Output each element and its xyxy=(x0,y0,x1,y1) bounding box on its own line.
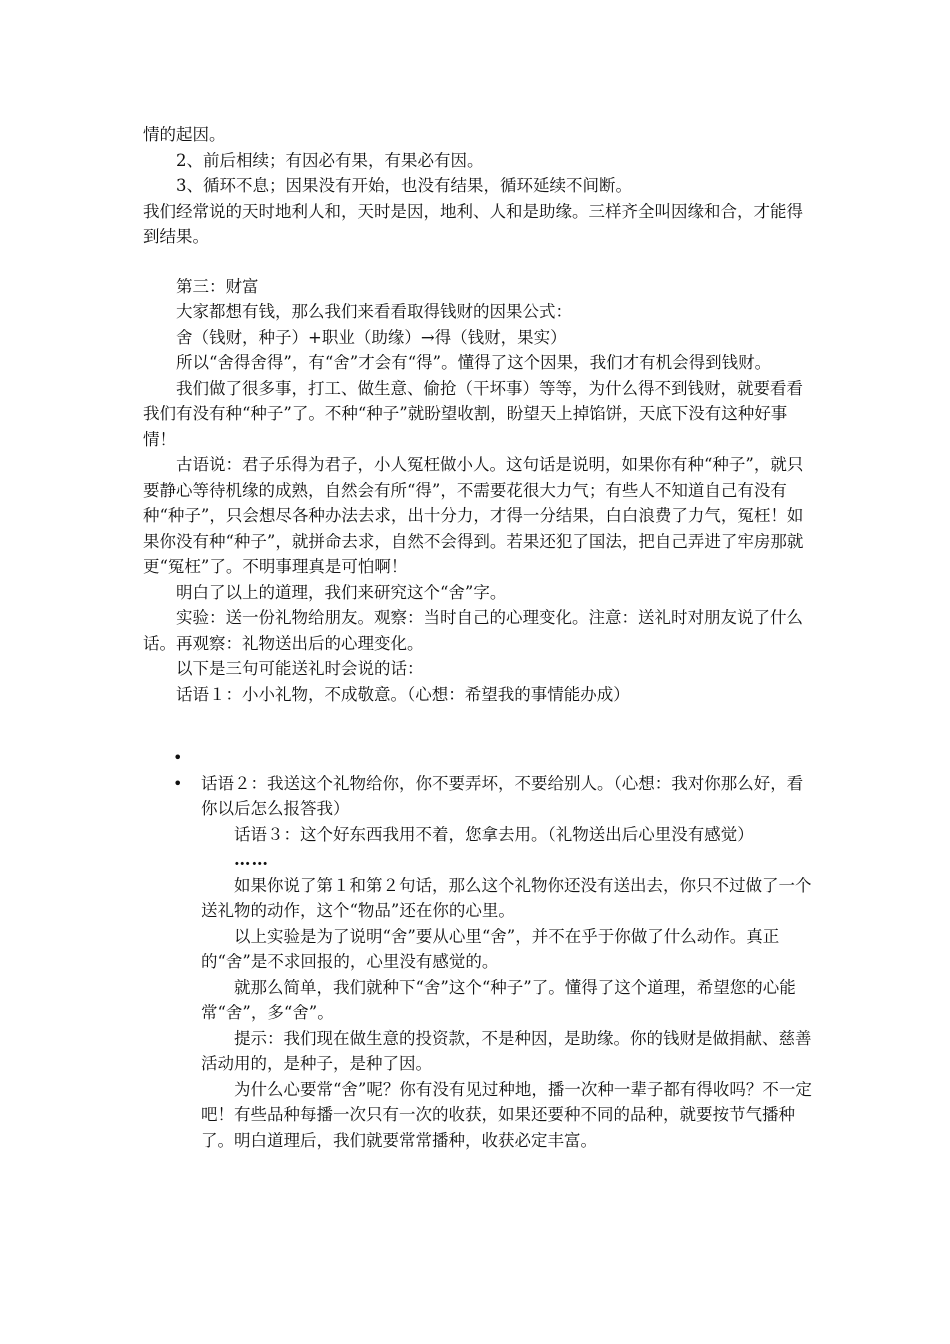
paragraph-three-phrases: 以下是三句可能送礼时会说的话： xyxy=(176,659,424,678)
paragraph-give-get: 所以“舍得舍得”，有“舍”才会有“得”。懂得了这个因果，我们才有机会得到钱财。 xyxy=(176,353,772,372)
paragraph-heaven-earth: 我们经常说的天时地利人和，天时是因，地利、人和是助缘。三样齐全叫因缘和合，才能得到结果。 xyxy=(143,201,803,246)
section-title: 第三：财富 xyxy=(176,276,259,296)
paragraph-continuity: 2、前后相续；有因必有果，有果必有因。 xyxy=(176,150,484,170)
paragraph-give-from-heart: 以上实验是为了说明“舍”要从心里“舍”，并不在乎于你做了什么动作。真正的“舍”是不求回报的，心里没有感觉的。 xyxy=(201,926,780,971)
paragraph-formula-intro: 大家都想有钱，那么我们来看看取得钱财的因果公式： xyxy=(176,302,572,321)
bullet-list xyxy=(143,745,813,1153)
paragraph-formula: 舍（钱财，种子）+职业（助缘）→得（钱财，果实） xyxy=(176,327,567,347)
paragraph-study-give: 明白了以上的道理，我们来研究这个“舍”字。 xyxy=(176,582,507,602)
list-item-phrases xyxy=(143,771,813,1154)
list-item-body-empty xyxy=(201,745,813,771)
paragraph-phrase-two: 话语２：我送这个礼物给你，你不要弄坏，不要给别人。（心想：我对你那么好，看你以后怎么报答我） xyxy=(201,773,804,818)
paragraph-ellipsis: …… xyxy=(234,850,269,869)
paragraph-experiment: 实验：送一份礼物给朋友。观察：当时自己的心理变化。注意：送礼时对朋友说了什么话。再观察：礼物送出后的心理变化。 xyxy=(143,608,803,653)
bullet-dot: • xyxy=(173,748,183,767)
paragraph-cycle: 3、循环不息；因果没有开始，也没有结果，循环延续不间断。 xyxy=(176,176,632,195)
paragraph-not-given: 如果你说了第１和第２句话，那么这个礼物你还没有送出去，你只不过做了一个送礼物的动作，这个“物品”还在你的心里。 xyxy=(201,875,812,920)
paragraph-phrase-one: 话语１：小小礼物，不成敬意。（心想：希望我的事情能办成） xyxy=(176,684,630,704)
paragraph-spacer xyxy=(143,250,813,274)
paragraph-cause-tail: 情的起因。 xyxy=(143,125,226,144)
document-body xyxy=(143,122,813,1153)
paragraph-why-give: 为什么心要常“舍”呢？你有没有见过种地，播一次种一辈子都有得收吗？不一定吧！有些品种每播一次只有一次的收获，如果还要种不同的品种，就要按节气播种了。明白道理后，我们就要常常播种，收获必定丰富。 xyxy=(201,1079,812,1150)
list-spacer xyxy=(143,707,813,745)
paragraph-tip: 提示：我们现在做生意的投资款，不是种因，是助缘。你的钱财是做捐献、慈善活动用的，是种子，是种了因。 xyxy=(201,1028,812,1073)
paragraph-proverb: 古语说：君子乐得为君子，小人冤枉做小人。这句话是说明，如果你有种“种子”，就只要静心等待机缘的成熟，自然会有所“得”，不需要花很大力气；有些人不知道自己有没有种“种子”，只会想尽各种办法去求，出十分力，才得一分结果，白白浪费了力气，冤枉！如果你没有种“种子”，就拼命去求，自然不会得到。若果还犯了国法，把自己弄进了牢房那就更“冤枉”了。不明事理真是可怕啊！ xyxy=(143,455,804,576)
paragraph-phrase-three: 话语３：这个好东西我用不着，您拿去用。（礼物送出后心里没有感觉） xyxy=(234,824,754,844)
bullet-dot: • xyxy=(173,773,183,793)
list-item-body xyxy=(201,771,813,1154)
paragraph-plant-seed: 就那么简单，我们就种下“舍”这个“种子”了。懂得了这个道理，希望您的心能常“舍”，多“舍”。 xyxy=(201,977,796,1022)
paragraph-seeds: 我们做了很多事，打工、做生意、偷抢（干坏事）等等，为什么得不到钱财，就要看看我们有没有种“种子”了。不种“种子”就盼望收割，盼望天上掉馅饼，天底下没有这种好事情！ xyxy=(143,378,803,449)
list-item-empty xyxy=(143,745,813,771)
